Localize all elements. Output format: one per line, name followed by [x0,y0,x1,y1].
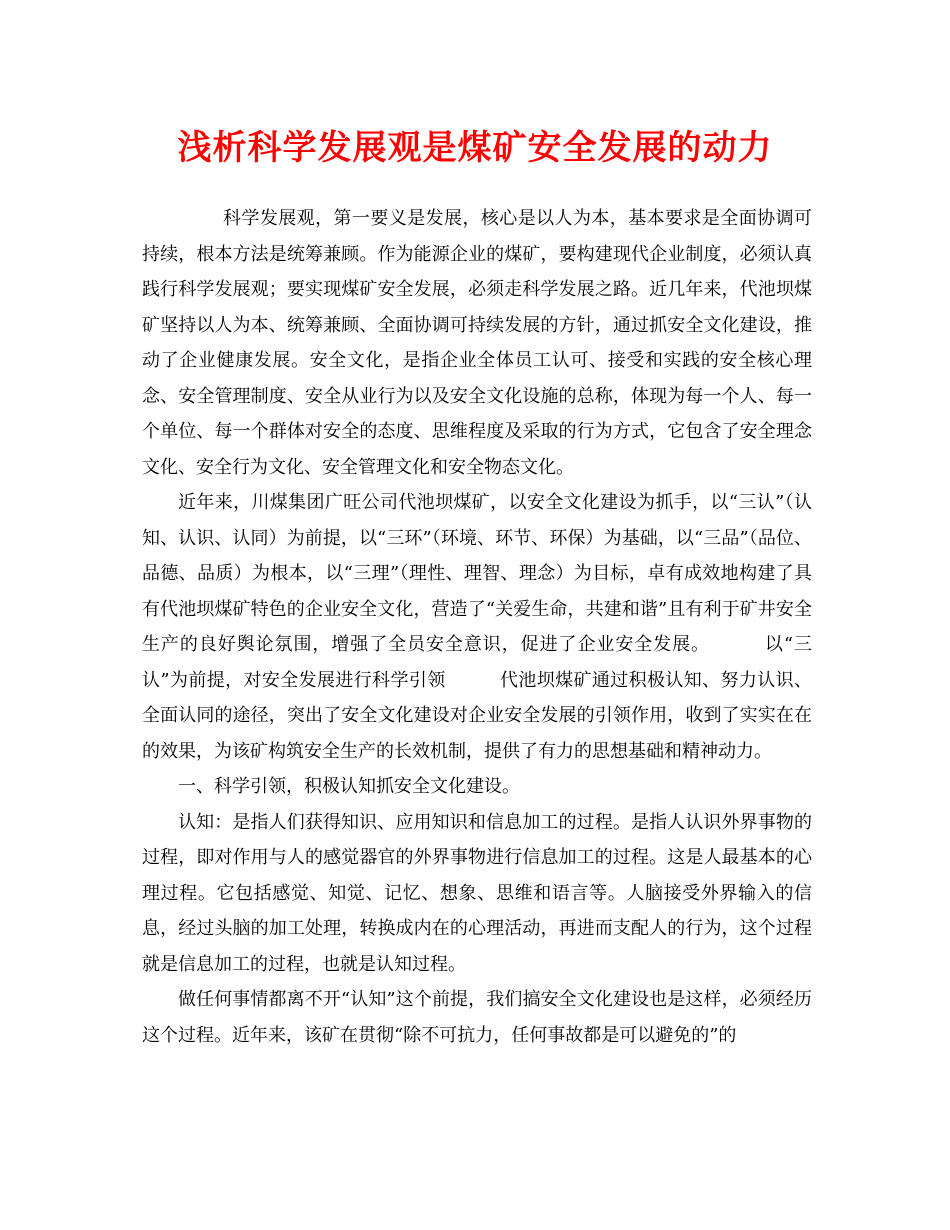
document-body [142,201,812,1053]
section-one-heading: 一、科学引领，积极认知抓安全文化建设。 [178,776,520,797]
paragraph-2-continued: 代池坝煤矿通过积极认知、努力认识、全面认同的途径，突出了安全文化建设对企业安全发展的引领作用，收到了实实在在的效果，为该矿构筑安全生产的长效机制，提供了有力的思想基础和精神动力。 [142,669,813,762]
paragraph-1: 科学发展观，第一要义是发展，核心是以人为本，基本要求是全面协调可持续，根本方法是统筹兼顾。作为能源企业的煤矿，要构建现代企业制度，必须认真践行科学发展观；要实现煤矿安全发展，必须走科学发展之路。近几年来，代池坝煤矿坚持以人为本、统筹兼顾、全面协调可持续发展的方针，通过抓安全文化建设，推动了企业健康发展。安全文化，是指企业全体员工认可、接受和实践的安全核心理念、安全管理制度、安全从业行为以及安全文化设施的总称，体现为每一个人、每一个单位、每一个群体对安全的态度、思维程度及采取的行为方式，它包含了安全理念文化、安全行为文化、安全管理文化和安全物态文化。 [142,208,812,478]
paragraph-2-text: 近年来，川煤集团广旺公司代池坝煤矿，以安全文化建设为抓手，以“三认”（认知、认识、认同）为前提，以“三环”（环境、环节、环保）为基础，以“三品”（品位、品德、品质）为根本，以“三理”（理性、理智、理念）为目标，卓有成效地构建了具有代池坝煤矿特色的企业安全文化，营造了“关爱生命，共建和谐”且有利于矿井安全生产的良好舆论氛围，增强了全员安全意识，促进了企业安全发展。 [142,492,812,655]
paragraph-4: 做任何事情都离不开“认知”这个前提，我们搞安全文化建设也是这样，必须经历这个过程。近年来，该矿在贯彻“除不可抗力，任何事故都是可以避免的”的 [142,989,812,1046]
paragraph-2 [142,485,812,769]
document-title: 浅析科学发展观是煤矿安全发展的动力 [177,128,773,168]
paragraph-3: 认知：是指人们获得知识、应用知识和信息加工的过程。是指人认识外界事物的过程，即对作用与人的感觉器官的外界事物进行信息加工的过程。这是人最基本的心理过程。它包括感觉、知觉、记忆、想象、思维和语言等。人脑接受外界输入的信息，经过头脑的加工处理，转换成内在的心理活动，再进而支配人的行为，这个过程就是信息加工的过程，也就是认知过程。 [142,811,812,975]
section-heading: 以“三认”为前提，对安全发展进行科学引领 [142,634,813,691]
